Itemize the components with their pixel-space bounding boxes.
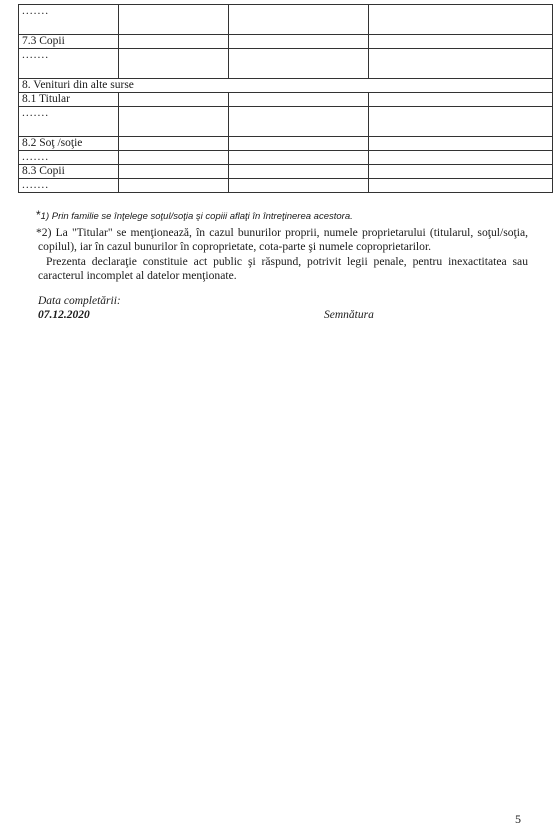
table-cell-empty — [119, 137, 229, 151]
declaration-statement: Prezenta declaraţie constituie act public şi răspund, potrivit legii penale, pentru inexactitatea sau caracterul incomplet al datelor menţionate. — [38, 255, 528, 282]
table-cell-empty — [229, 93, 369, 107]
table-cell-empty — [369, 151, 553, 165]
table-row — [19, 35, 553, 49]
income-table — [18, 4, 553, 193]
table-row — [19, 93, 553, 107]
table-cell-empty — [369, 179, 553, 193]
footnote-star: * — [36, 208, 41, 222]
row-placeholder: ....... — [19, 49, 119, 79]
row-section-label: 7.3 Copii — [19, 35, 119, 49]
completion-date-label: Data completării: — [38, 295, 121, 307]
table-row — [19, 179, 553, 193]
table-cell-empty — [119, 49, 229, 79]
footnote-titular: *2) La "Titular" se menţionează, în cazul bunurilor proprii, numele proprietarului (titularul, soţul/soţia, copilul), iar în cazul bunurilor în coproprietate, cota-parte şi numele coproprietarilor. — [36, 226, 528, 253]
table-cell-empty — [119, 151, 229, 165]
row-placeholder: ....... — [19, 107, 119, 137]
table-cell-empty — [119, 107, 229, 137]
row-section-label: 8.1 Titular — [19, 93, 119, 107]
signature-label: Semnătura — [324, 309, 374, 321]
table-cell-empty — [119, 93, 229, 107]
row-placeholder: ....... — [19, 151, 119, 165]
table-cell-empty — [369, 137, 553, 151]
row-section-label: 8.2 Soţ /soţie — [19, 137, 119, 151]
table-row — [19, 5, 553, 35]
table-cell-empty — [369, 165, 553, 179]
table-row — [19, 79, 553, 93]
table-cell-empty — [369, 5, 553, 35]
table-row — [19, 49, 553, 79]
table-cell-empty — [229, 35, 369, 49]
table-cell-empty — [369, 35, 553, 49]
income-table-body — [19, 5, 553, 193]
page-number: 5 — [515, 812, 521, 826]
table-row — [19, 151, 553, 165]
table-cell-empty — [229, 107, 369, 137]
table-cell-empty — [119, 165, 229, 179]
completion-date-value: 07.12.2020 — [38, 309, 90, 321]
table-cell-empty — [229, 179, 369, 193]
footnote-family — [36, 208, 528, 222]
table-cell-empty — [369, 107, 553, 137]
table-cell-empty — [229, 49, 369, 79]
footnotes — [38, 208, 528, 283]
table-row — [19, 165, 553, 179]
table-cell-empty — [229, 165, 369, 179]
table-cell-empty — [229, 151, 369, 165]
section-heading: 8. Venituri din alte surse — [19, 79, 553, 93]
table-cell-empty — [229, 5, 369, 35]
footnote-family-text: 1) Prin familie se înţelege soţul/soţia şi copiii aflaţi în întreţinerea acestora. — [40, 211, 353, 222]
table-row — [19, 107, 553, 137]
table-cell-empty — [119, 179, 229, 193]
table-cell-empty — [119, 35, 229, 49]
table-row — [19, 137, 553, 151]
table-cell-empty — [369, 49, 553, 79]
row-placeholder: ....... — [19, 5, 119, 35]
row-placeholder: ....... — [19, 179, 119, 193]
row-section-label: 8.3 Copii — [19, 165, 119, 179]
table-cell-empty — [229, 137, 369, 151]
table-cell-empty — [369, 93, 553, 107]
table-cell-empty — [119, 5, 229, 35]
